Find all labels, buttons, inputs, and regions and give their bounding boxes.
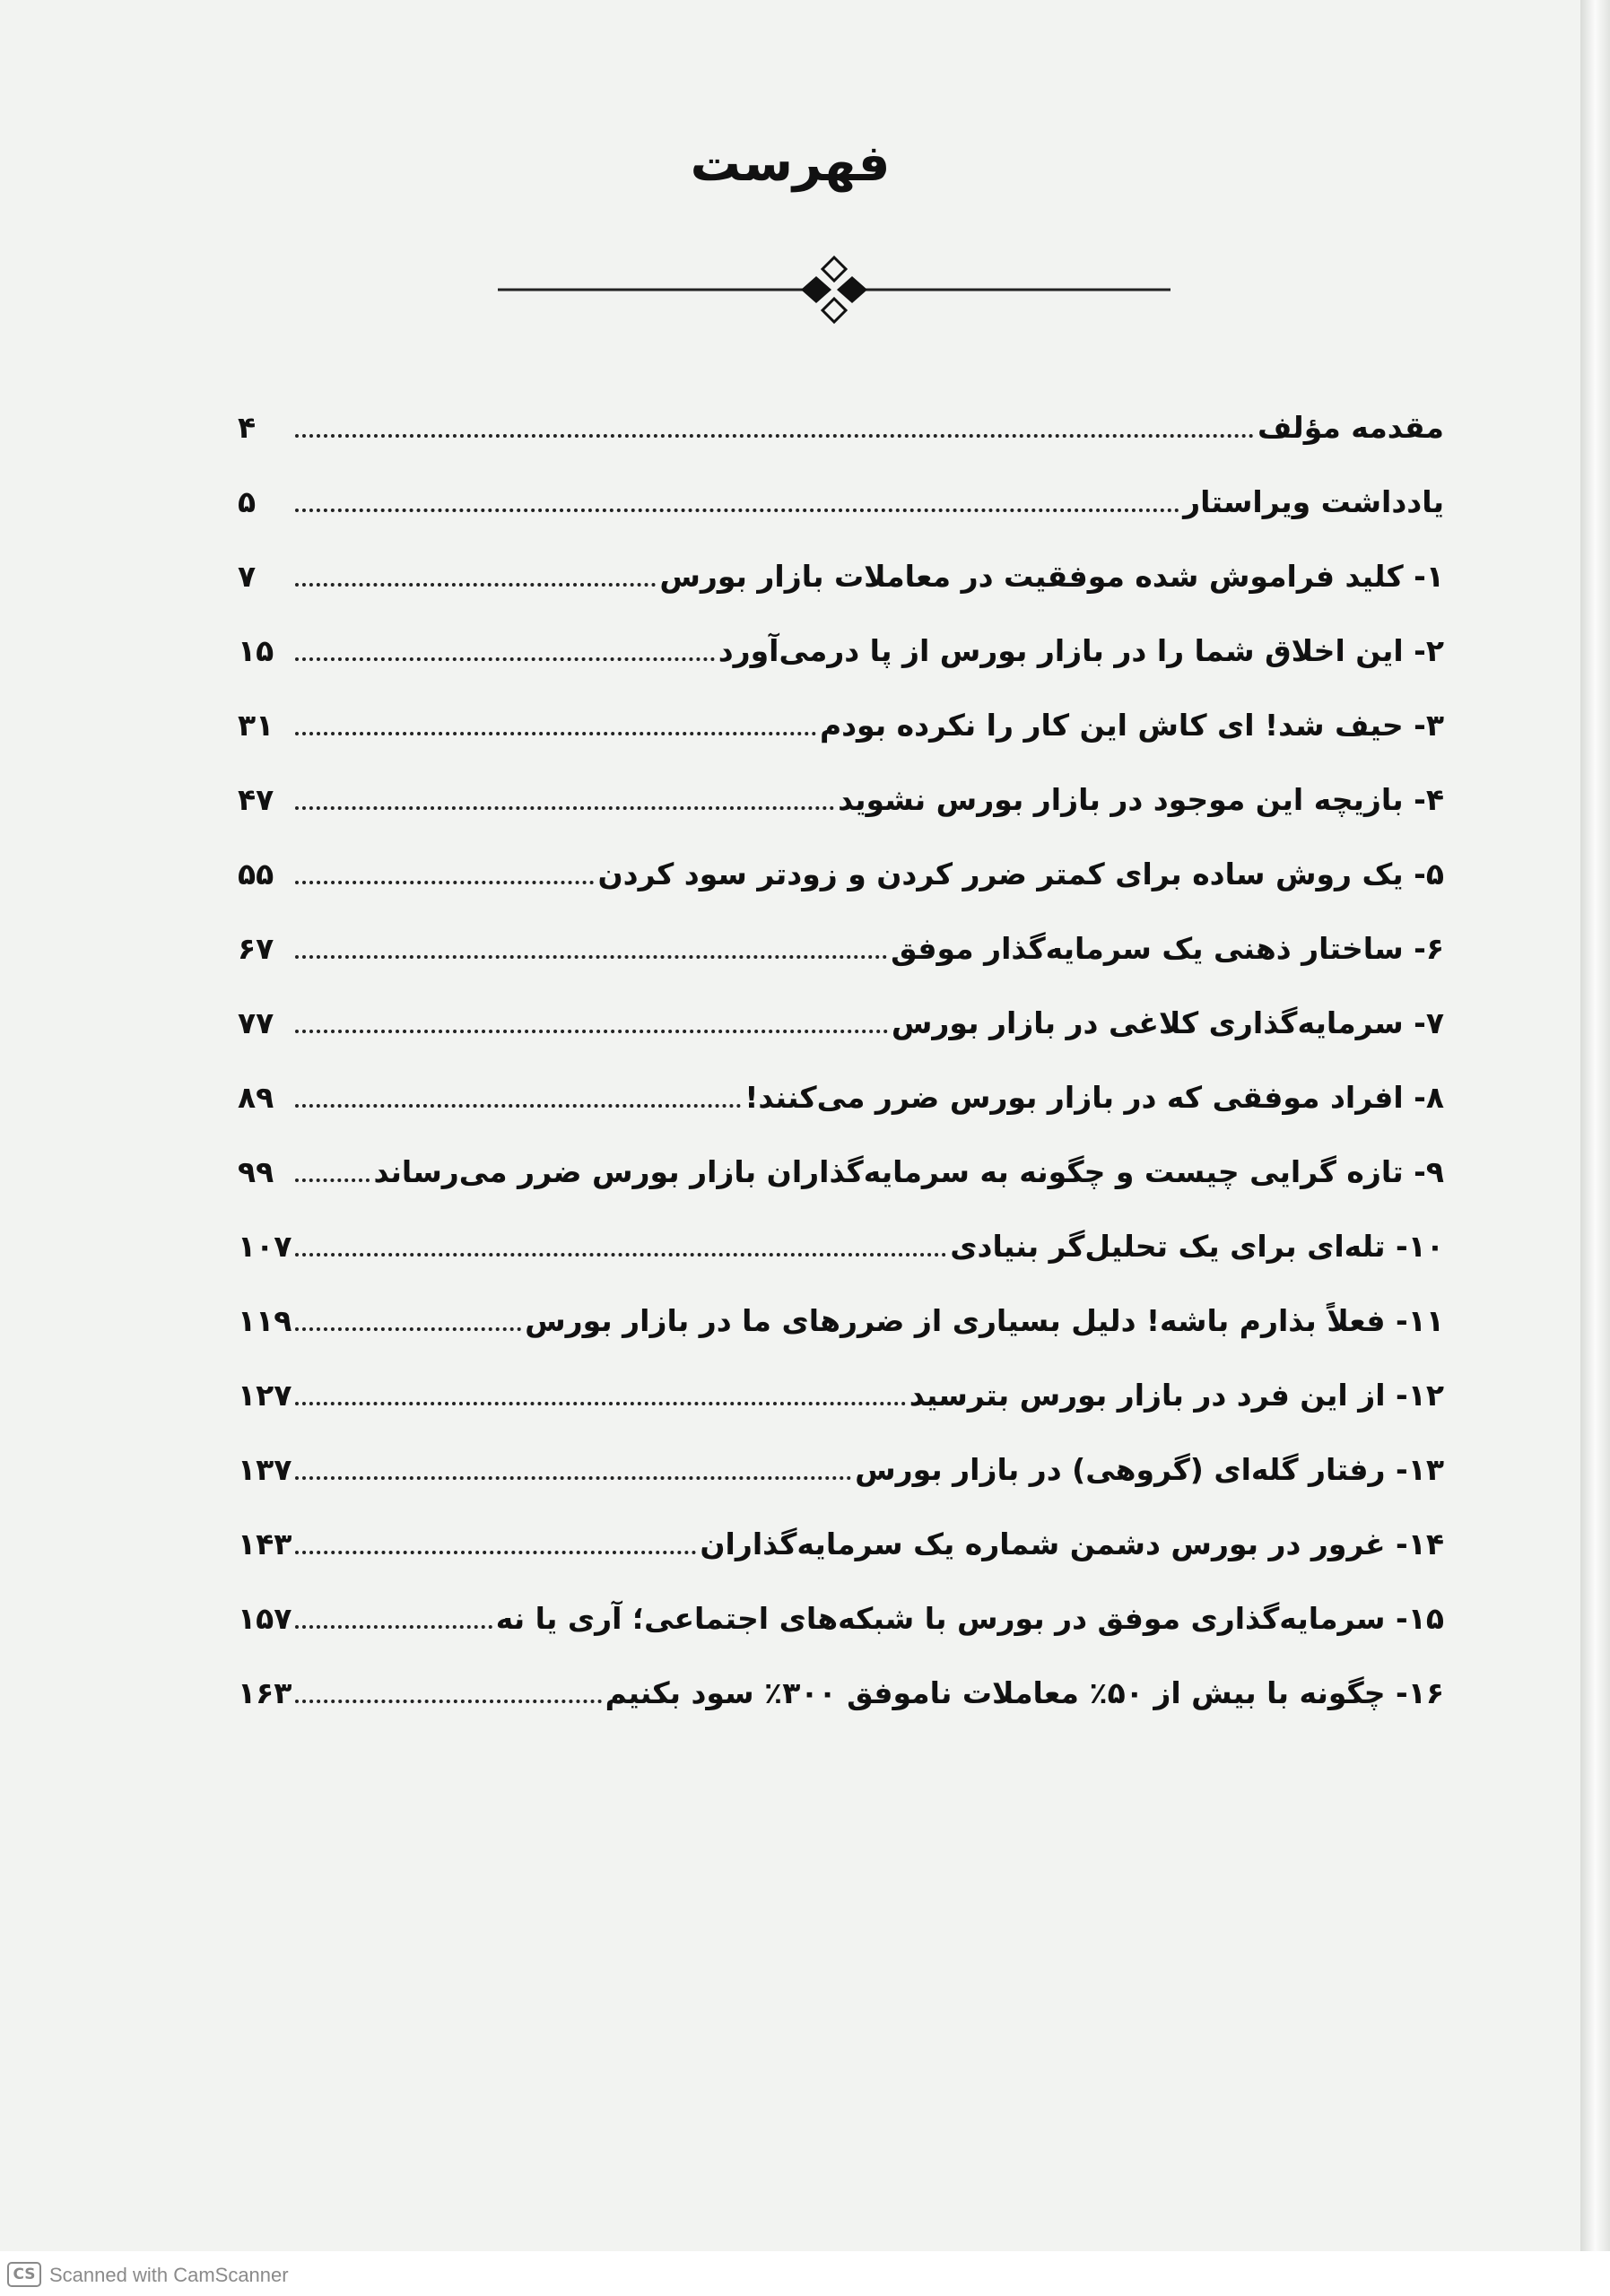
toc-entry-title: ۱۴- غرور در بورس دشمن شماره یک سرمایه‌گذاران xyxy=(700,1526,1444,1562)
toc-page-number: ۳۱ xyxy=(238,708,274,744)
toc-entry-title: ۱۳- رفتار گله‌ای (گروهی) در بازار بورس xyxy=(855,1452,1444,1488)
toc-leader-dots xyxy=(295,1476,851,1480)
toc-page-number: ۹۹ xyxy=(238,1154,274,1190)
toc-page-number: ۱۳۷ xyxy=(238,1452,292,1488)
toc-leader-dots xyxy=(295,509,1179,512)
toc-entry-title: ۵- یک روش ساده برای کمتر ضرر کردن و زودتر سود کردن xyxy=(597,857,1444,892)
toc-entry-title: مقدمه مؤلف xyxy=(1258,410,1444,446)
toc-entry xyxy=(238,832,1444,895)
toc-entry xyxy=(238,758,1444,821)
toc-entry xyxy=(238,981,1444,1044)
page-title: فهرست xyxy=(690,135,891,193)
toc-page-number: ۸۹ xyxy=(238,1080,274,1116)
toc-entry xyxy=(238,460,1444,523)
toc-entry xyxy=(238,386,1444,448)
toc-page-number: ۵۵ xyxy=(238,857,274,892)
toc-page-number: ۱۶۳ xyxy=(238,1675,292,1711)
toc-entry xyxy=(238,1130,1444,1193)
toc-entry xyxy=(238,907,1444,970)
toc-entry xyxy=(238,535,1444,597)
toc-entry xyxy=(238,1353,1444,1416)
toc-leader-dots xyxy=(295,881,594,884)
toc-entry-title: ۱۱- فعلاً بذارم باشه! دلیل بسیاری از ضررهای ما در بازار بورس xyxy=(525,1303,1444,1339)
toc-entry-title: ۱۵- سرمایه‌گذاری موفق در بورس با شبکه‌های اجتماعی؛ آری یا نه xyxy=(495,1601,1444,1637)
toc-entry-title: ۱۲- از این فرد در بازار بورس بترسید xyxy=(909,1378,1444,1413)
toc-leader-dots xyxy=(295,1327,521,1331)
toc-page-number: ۱۱۹ xyxy=(238,1303,292,1339)
toc-page-number: ۱۰۷ xyxy=(238,1229,292,1265)
toc-leader-dots xyxy=(295,657,715,661)
toc-leader-dots xyxy=(295,1104,741,1108)
toc-leader-dots xyxy=(295,1625,492,1629)
camscanner-logo-icon: CS xyxy=(7,2262,41,2287)
toc-entry xyxy=(238,1502,1444,1565)
toc-page-number: ۴ xyxy=(238,410,257,446)
toc-entry xyxy=(238,683,1444,746)
toc-page-number: ۱۵۷ xyxy=(238,1601,292,1637)
toc-entry-title: ۷- سرمایه‌گذاری کلاغی در بازار بورس xyxy=(891,1005,1444,1041)
toc-page-number: ۵ xyxy=(238,484,257,520)
page-edge-shadow xyxy=(1580,0,1610,2251)
toc-leader-dots xyxy=(295,1551,696,1554)
toc-entry-title: یادداشت ویراستار xyxy=(1183,484,1444,520)
toc-leader-dots xyxy=(295,732,816,735)
toc-entry xyxy=(238,1056,1444,1118)
toc-page-number: ۷۷ xyxy=(238,1005,274,1041)
toc-entry xyxy=(238,1205,1444,1267)
toc-entry-title: ۶- ساختار ذهنی یک سرمایه‌گذار موفق xyxy=(891,931,1444,967)
toc-page-number: ۱۲۷ xyxy=(238,1378,292,1413)
toc-leader-dots xyxy=(295,583,656,587)
toc-entry-title: ۹- تازه گرایی چیست و چگونه به سرمایه‌گذاران بازار بورس ضرر می‌رساند xyxy=(373,1154,1444,1190)
toc-entry-title: ۱۰- تله‌ای برای یک تحلیل‌گر بنیادی xyxy=(950,1229,1444,1265)
toc-entry-title: ۴- بازیچه این موجود در بازار بورس نشوید xyxy=(838,782,1444,818)
toc-page-number: ۴۷ xyxy=(238,782,274,818)
toc-page-number: ۷ xyxy=(238,559,257,595)
toc-entry xyxy=(238,609,1444,672)
toc-entry-title: ۱۶- چگونه با بیش از ۵۰٪ معاملات ناموفق ۳۰۰٪ سود بکنیم xyxy=(605,1675,1444,1711)
toc-page-number: ۱۴۳ xyxy=(238,1526,292,1562)
toc-entry xyxy=(238,1279,1444,1342)
toc-leader-dots xyxy=(295,1253,946,1257)
toc-page-number: ۱۵ xyxy=(238,633,274,669)
toc-leader-dots xyxy=(295,1178,370,1182)
toc-entry xyxy=(238,1577,1444,1639)
toc-leader-dots xyxy=(295,806,834,810)
toc-entry-title: ۲- این اخلاق شما را در بازار بورس از پا درمی‌آورد xyxy=(718,633,1444,669)
toc-entry-title: ۳- حیف شد! ای کاش این کار را نکرده بودم xyxy=(819,708,1444,744)
toc-entry-title: ۸- افراد موفقی که در بازار بورس ضرر می‌کنند! xyxy=(744,1080,1444,1116)
toc-leader-dots xyxy=(295,1030,888,1033)
scanner-watermark-text: Scanned with CamScanner xyxy=(49,2264,289,2286)
toc-leader-dots xyxy=(295,1402,905,1405)
toc-entry xyxy=(238,1428,1444,1491)
toc-page-number: ۶۷ xyxy=(238,931,274,967)
toc-leader-dots xyxy=(295,434,1254,438)
toc-entry xyxy=(238,1651,1444,1714)
toc-leader-dots xyxy=(295,955,887,959)
toc-entry-title: ۱- کلید فراموش شده موفقیت در معاملات بازار بورس xyxy=(659,559,1444,595)
toc-leader-dots xyxy=(295,1700,601,1703)
